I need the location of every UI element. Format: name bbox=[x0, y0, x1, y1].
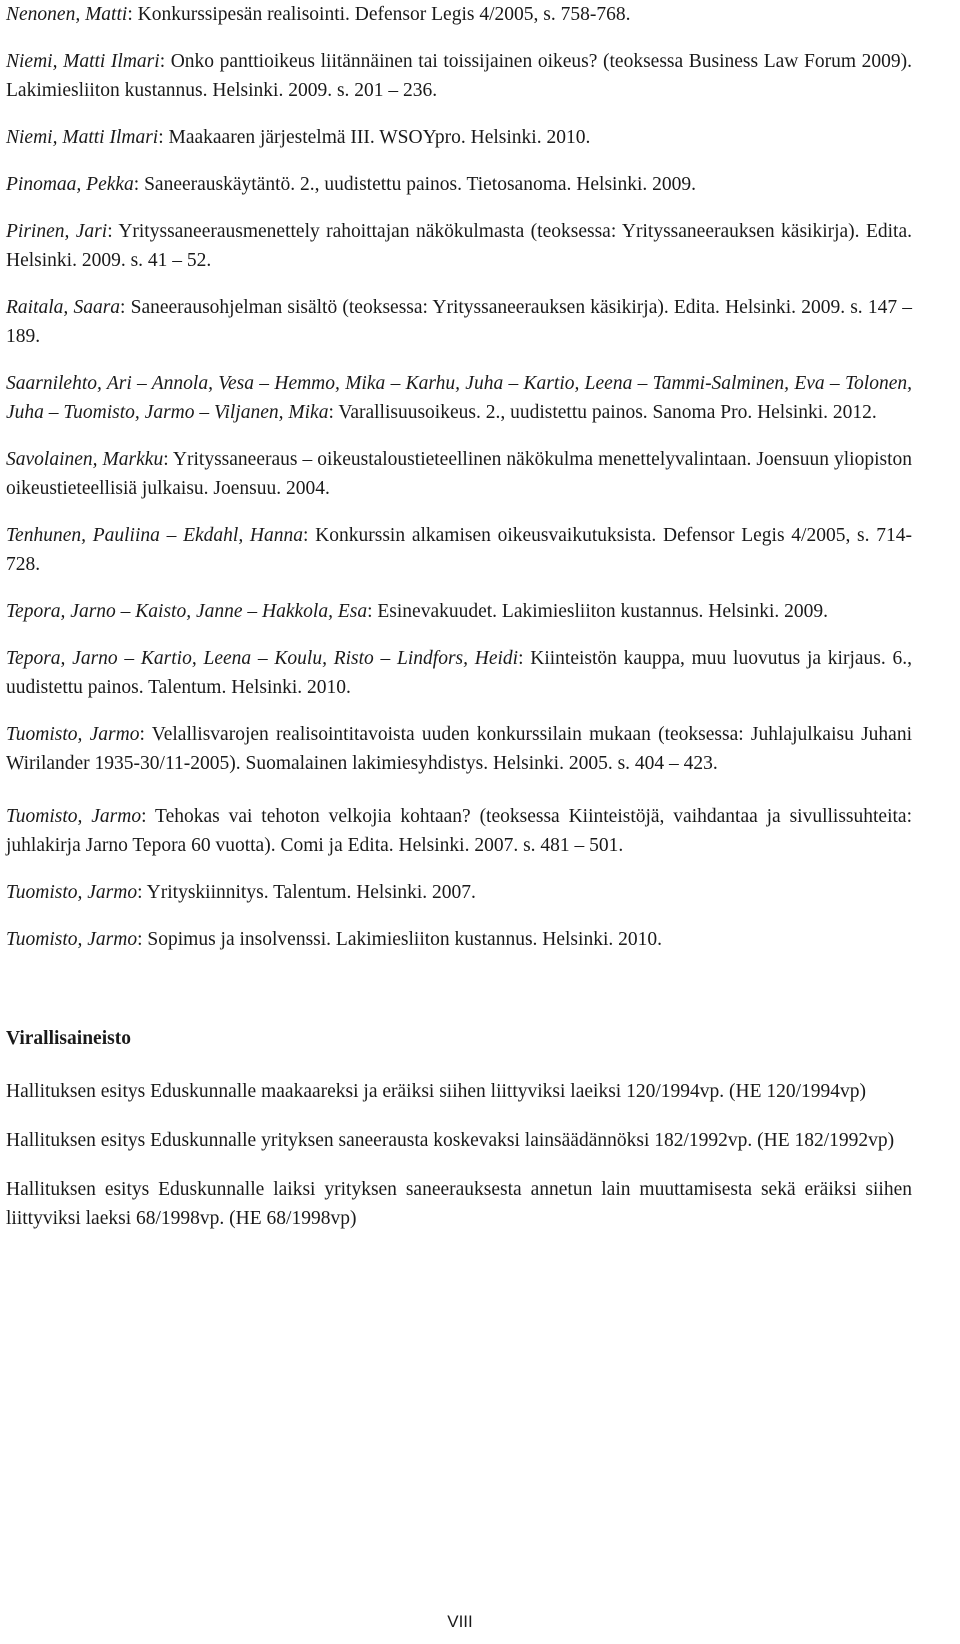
reference-author: Tuomisto, Jarmo bbox=[6, 806, 142, 827]
reference-details: : Konkurssin alkamisen oikeusvaikutuksista. Defensor Legis 4/2005, s. 714-728. bbox=[6, 525, 912, 575]
reference-details: : Onko panttioikeus liitännäinen tai toissijainen oikeus? (teoksessa Business Law Forum 2009). Lakimiesliiton kustannus. Helsinki. 2009. s. 201 – 236. bbox=[6, 51, 912, 101]
reference-details: : Kiinteistön kauppa, muu luovutus ja kirjaus. 6., uudistettu painos. Talentum. Helsinki. 2010. bbox=[6, 648, 912, 698]
reference-details: : Sopimus ja insolvenssi. Lakimiesliiton kustannus. Helsinki. 2010. bbox=[137, 929, 662, 950]
reference-author: Tenhunen, Pauliina – Ekdahl, Hanna bbox=[6, 525, 304, 546]
reference-details: : Yrityssaneeraus – oikeustaloustieteellinen näkökulma menettelyvalintaan. Joensuun yliopiston oikeustieteellisiä julkaisu. Joensuu. 2004. bbox=[6, 449, 912, 499]
reference-entry bbox=[6, 369, 912, 427]
reference-entry bbox=[6, 217, 912, 275]
reference-entry bbox=[6, 47, 912, 105]
official-material-section bbox=[6, 1024, 912, 1233]
reference-details: : Saneerauskäytäntö. 2., uudistettu painos. Tietosanoma. Helsinki. 2009. bbox=[133, 174, 696, 195]
reference-entry bbox=[6, 644, 912, 702]
reference-details: : Saneerausohjelman sisältö (teoksessa: Yrityssaneerauksen käsikirja). Edita. Helsinki. 2009. s. 147 – 189. bbox=[6, 297, 912, 347]
reference-entry bbox=[6, 925, 912, 954]
reference-entry bbox=[6, 293, 912, 351]
reference-entry bbox=[6, 720, 912, 778]
section-heading: Virallisaineisto bbox=[6, 1028, 131, 1049]
reference-details: : Yrityssaneerausmenettely rahoittajan näkökulmasta (teoksessa: Yrityssaneerauksen käsikirja). Edita. Helsinki. 2009. s. 41 – 52. bbox=[6, 221, 912, 271]
reference-author: Niemi, Matti Ilmari bbox=[6, 51, 160, 72]
reference-author: Pinomaa, Pekka bbox=[6, 174, 134, 195]
official-document-entry: Hallituksen esitys Eduskunnalle laiksi yrityksen saneerauksesta annetun lain muuttamisesta sekä eräiksi siihen liittyviksi laeksi 68/1998vp. (HE 68/1998vp) bbox=[6, 1179, 912, 1229]
reference-entry bbox=[6, 521, 912, 579]
reference-details: : Velallisvarojen realisointitavoista uuden konkurssilain mukaan (teoksessa: Juhlajulkaisu Juhani Wirilander 1935-30/11-2005). Suomalainen lakimiesyhdistys. Helsinki. 2005. s. 404 – 423. bbox=[6, 724, 912, 774]
reference-details: : Yrityskiinnitys. Talentum. Helsinki. 2007. bbox=[137, 882, 476, 903]
official-document-entry: Hallituksen esitys Eduskunnalle maakaareksi ja eräiksi siihen liittyviksi laeiksi 120/1994vp. (HE 120/1994vp) bbox=[6, 1081, 867, 1102]
document-page bbox=[6, 0, 912, 1253]
reference-entry bbox=[6, 170, 912, 199]
reference-author: Tuomisto, Jarmo bbox=[6, 882, 138, 903]
reference-entry bbox=[6, 802, 912, 860]
reference-author: Nenonen, Matti bbox=[6, 4, 128, 25]
reference-details: : Tehokas vai tehoton velkojia kohtaan? (teoksessa Kiinteistöjä, vaihdantaa ja sivullissuhteita: juhlakirja Jarno Tepora 60 vuotta). Comi ja Edita. Helsinki. 2007. s. 481 – 501. bbox=[6, 806, 912, 856]
reference-author: Tuomisto, Jarmo bbox=[6, 724, 140, 745]
reference-entry bbox=[6, 597, 912, 626]
official-document-entry: Hallituksen esitys Eduskunnalle yrityksen saneerausta koskevaksi lainsäädännöksi 182/1992vp. (HE 182/1992vp) bbox=[6, 1130, 895, 1151]
reference-details: : Esinevakuudet. Lakimiesliiton kustannus. Helsinki. 2009. bbox=[367, 601, 829, 622]
reference-author: Tepora, Jarno – Kaisto, Janne – Hakkola, Esa bbox=[6, 601, 368, 622]
page-number: VIII bbox=[447, 1612, 473, 1631]
reference-author: Tepora, Jarno – Kartio, Leena – Koulu, Risto – Lindfors, Heidi bbox=[6, 648, 519, 669]
reference-entry bbox=[6, 445, 912, 503]
reference-details: : Konkurssipesän realisointi. Defensor Legis 4/2005, s. 758-768. bbox=[127, 4, 631, 25]
reference-author: Savolainen, Markku bbox=[6, 449, 164, 470]
reference-entry bbox=[6, 878, 912, 907]
reference-details: : Varallisuusoikeus. 2., uudistettu painos. Sanoma Pro. Helsinki. 2012. bbox=[328, 402, 877, 423]
reference-author: Tuomisto, Jarmo bbox=[6, 929, 138, 950]
reference-author: Raitala, Saara bbox=[6, 297, 121, 318]
reference-author: Niemi, Matti Ilmari bbox=[6, 127, 159, 148]
reference-entry bbox=[6, 0, 912, 29]
reference-author: Pirinen, Jari bbox=[6, 221, 108, 242]
reference-entry bbox=[6, 123, 912, 152]
reference-details: : Maakaaren järjestelmä III. WSOYpro. Helsinki. 2010. bbox=[158, 127, 591, 148]
reference-author: Saarnilehto, Ari – Annola, Vesa – Hemmo, Mika – Karhu, Juha – Kartio, Leena – Tammi-Salminen, Eva – Tolonen, Juha – Tuomisto, Jarmo – Viljanen, Mika bbox=[6, 373, 912, 423]
